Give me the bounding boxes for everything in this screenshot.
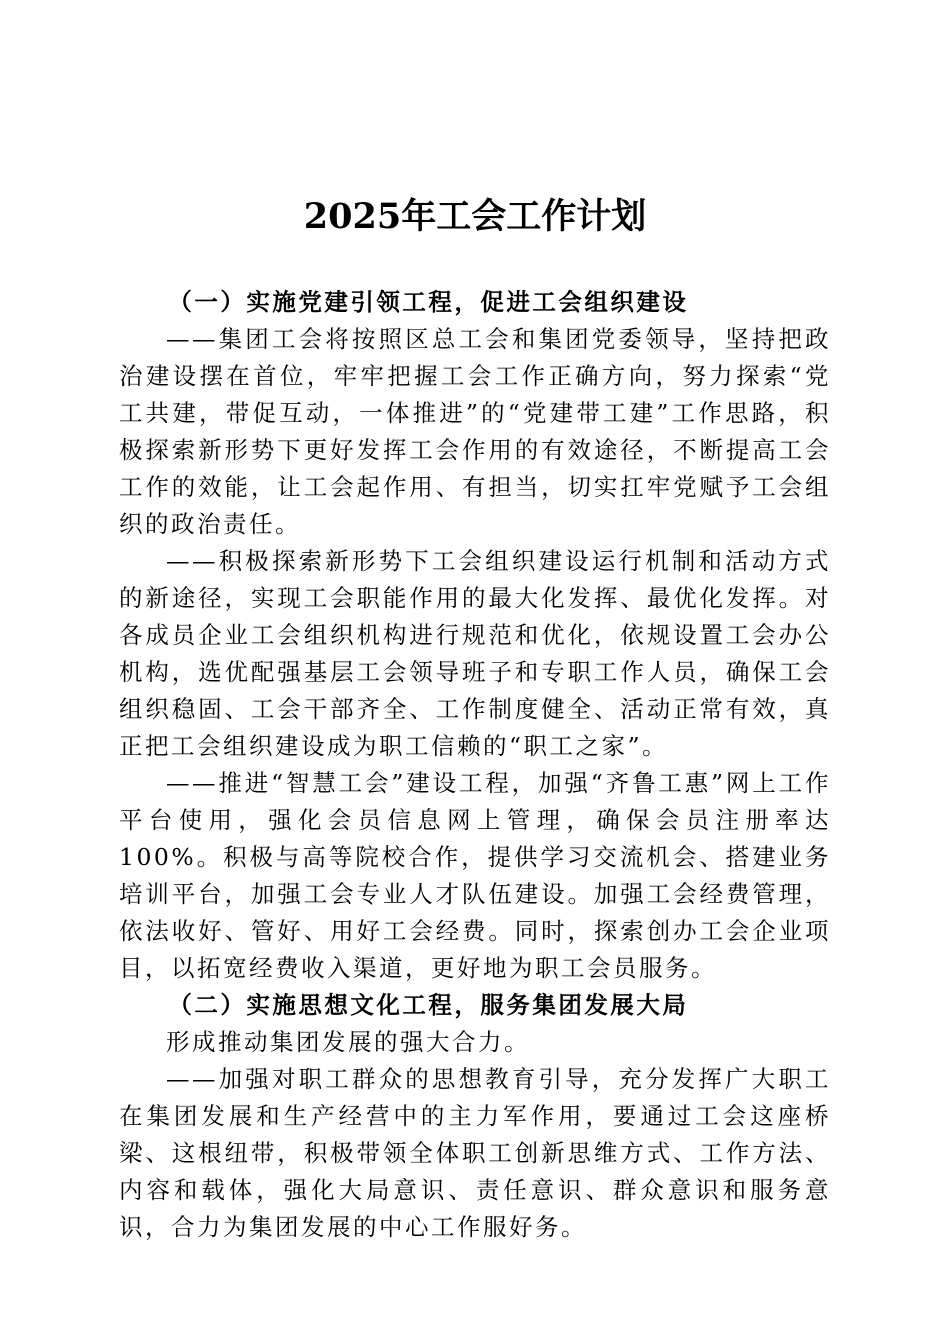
document-body [119, 284, 831, 1246]
paragraph: 形成推动集团发展的强大合力。 [166, 1028, 530, 1056]
document-title: 2025年工会工作计划 [303, 196, 647, 237]
section-heading-1: （一）实施党建引领工程，促进工会组织建设 [168, 288, 689, 316]
section-heading-2: （二）实施思想文化工程，服务集团发展大局 [168, 991, 689, 1019]
paragraph: ——积极探索新形势下工会组织建设运行机制和活动方式的新途径，实现工会职能作用的最大化发挥、最优化发挥。对各成员企业工会组织机构进行规范和优化，依规设置工会办公机构，选优配强基层工会领导班子和专职工作人员，确保工会组织稳固、工会干部齐全、工作制度健全、活动正常有效，真正把工会组织建设成为职工信赖的“职工之家”。 [119, 547, 831, 760]
paragraph: ——集团工会将按照区总工会和集团党委领导，坚持把政治建设摆在首位，牢牢把握工会工作正确方向，努力探索“党工共建，带促互动，一体推进”的“党建带工建”工作思路，积极探索新形势下更好发挥工会作用的有效途径，不断提高工会工作的效能，让工会起作用、有担当，切实扛牢党赋予工会组织的政治责任。 [119, 325, 831, 538]
paragraph: ——推进“智慧工会”建设工程，加强“齐鲁工惠”网上工作平台使用，强化会员信息网上管理，确保会员注册率达100%。积极与高等院校合作，提供学习交流机会、搭建业务培训平台，加强工会专业人才队伍建设。加强工会经费管理，依法收好、管好、用好工会经费。同时，探索创办工会企业项目，以拓宽经费收入渠道，更好地为职工会员服务。 [119, 769, 831, 982]
paragraph: ——加强对职工群众的思想教育引导，充分发挥广大职工在集团发展和生产经营中的主力军作用，要通过工会这座桥梁、这根纽带，积极带领全体职工创新思维方式、工作方法、内容和载体，强化大局意识、责任意识、群众意识和服务意识，合力为集团发展的中心工作服好务。 [119, 1065, 831, 1241]
